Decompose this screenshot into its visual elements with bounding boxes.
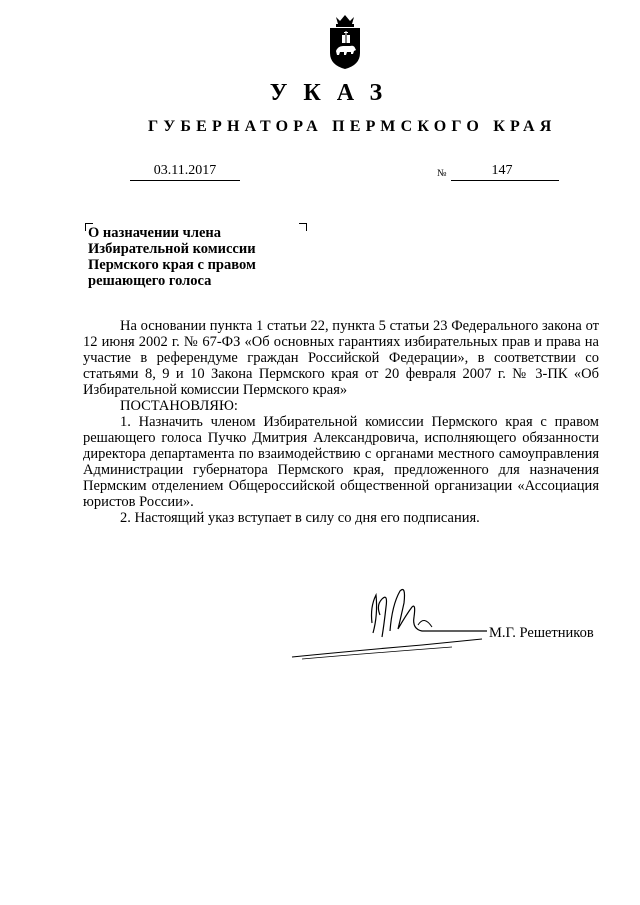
signer-name: М.Г. Решетников [489, 625, 594, 641]
decree-body [83, 318, 599, 526]
decree-date: 03.11.2017 [130, 163, 240, 181]
decree-subject [88, 225, 318, 289]
document-subtitle: ГУБЕРНАТОРА ПЕРМСКОГО КРАЯ [148, 118, 557, 135]
coat-of-arms-icon [328, 13, 362, 71]
subject-line: О назначении члена [88, 225, 222, 241]
item-2-paragraph: 2. Настоящий указ вступает в силу со дня его подписания. [120, 510, 480, 526]
subject-line: Избирательной комиссии [88, 241, 256, 257]
document-title: УКАЗ [269, 80, 399, 106]
preamble-paragraph: На основании пункта 1 статьи 22, пункта 5 статьи 23 Федерального закона от 12 июня 2002 г. № 67-ФЗ «Об основных гарантиях избирательных прав и права на участие в референдуме граждан Российской Федерации», в соответствии со статьями 8, 9 и 10 Закона Пермского края от 20 февраля 2007 г. № 3-ПК «Об Избирательной комиссии Пермского края» [83, 318, 599, 398]
decree-number: 147 [451, 163, 559, 181]
decree-word: ПОСТАНОВЛЯЮ: [120, 398, 238, 414]
subject-line: решающего голоса [88, 273, 212, 289]
item-1-paragraph: 1. Назначить членом Избирательной комиссии Пермского края с правом решающего голоса Пучко Дмитрия Александровича, исполняющего обязанности директора департамента по взаимодействию с органами местного самоуправления Администрации губернатора Пермского края, предложенного для назначения Пермским отделением Общероссийской общественной организации «Ассоциация юристов России». [83, 414, 599, 510]
subject-line: Пермского края с правом [88, 257, 256, 273]
number-label: № [437, 168, 447, 179]
handwritten-signature [272, 585, 497, 665]
